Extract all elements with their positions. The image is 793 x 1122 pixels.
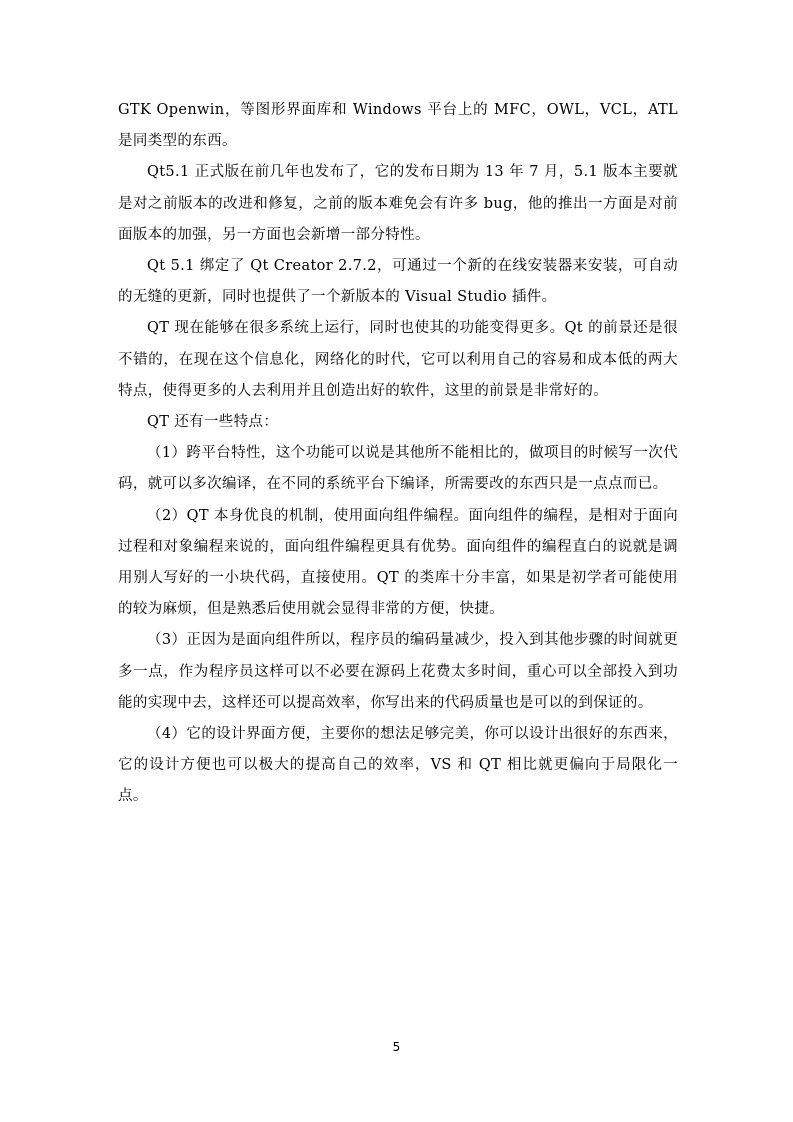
paragraph-feature-4: （4）它的设计界面方便，主要你的想法足够完美，你可以设计出很好的东西来，它的设计方便也可以极大的提高自己的效率，VS 和 QT 相比就更偏向于局限化一点。	[118, 726, 678, 805]
paragraph-gtk-comparison: GTK Openwin，等图形界面库和 Windows 平台上的 MFC，OWL，VCL，ATL 是同类型的东西。	[118, 102, 678, 150]
page-number: 5	[392, 1040, 401, 1054]
paragraph-feature-2: （2）QT 本身优良的机制，使用面向组件编程。面向组件的编程，是相对于面向过程和对象编程来说的，面向组件编程更具有优势。面向组件的编程直白的说就是调用别人写好的一小块代码，直接使用。QT 的类库十分丰富，如果是初学者可能使用的较为麻烦，但是熟悉后使用就会显得非常的方便，快捷。	[118, 507, 678, 618]
paragraph-feature-3: （3）正因为是面向组件所以，程序员的编码量减少，投入到其他步骤的时间就更多一点，作为程序员这样可以不必要在源码上花费太多时间，重心可以全部投入到功能的实现中去，这样还可以提高效率，你写出来的代码质量也是可以的到保证的。	[118, 632, 678, 711]
paragraph-qt51-release: Qt5.1 正式版在前几年也发布了，它的发布日期为 13 年 7 月，5.1 版本主要就是对之前版本的改进和修复，之前的版本难免会有许多 bug，他的推出一方面是对前面版本的加强，另一方面也会新增一部分特性。	[118, 164, 678, 243]
document-body	[118, 95, 678, 813]
paragraph-feature-1: （1）跨平台特性，这个功能可以说是其他所不能相比的，做项目的时候写一次代码，就可以多次编译，在不同的系统平台下编译，所需要改的东西只是一点点而已。	[118, 445, 678, 493]
paragraph-qt-creator: Qt 5.1 绑定了 Qt Creator 2.7.2，可通过一个新的在线安装器来安装，可自动的无缝的更新，同时也提供了一个新版本的 Visual Studio 插件。	[118, 258, 678, 306]
paragraph-features-intro: QT 还有一些特点：	[147, 414, 279, 431]
paragraph-qt-prospects: QT 现在能够在很多系统上运行，同时也使其的功能变得更多。Qt 的前景还是很不错的，在现在这个信息化，网络化的时代，它可以利用自己的容易和成本低的两大特点，使得更多的人去利用并且创造出好的软件，这里的前景是非常好的。	[118, 320, 678, 399]
